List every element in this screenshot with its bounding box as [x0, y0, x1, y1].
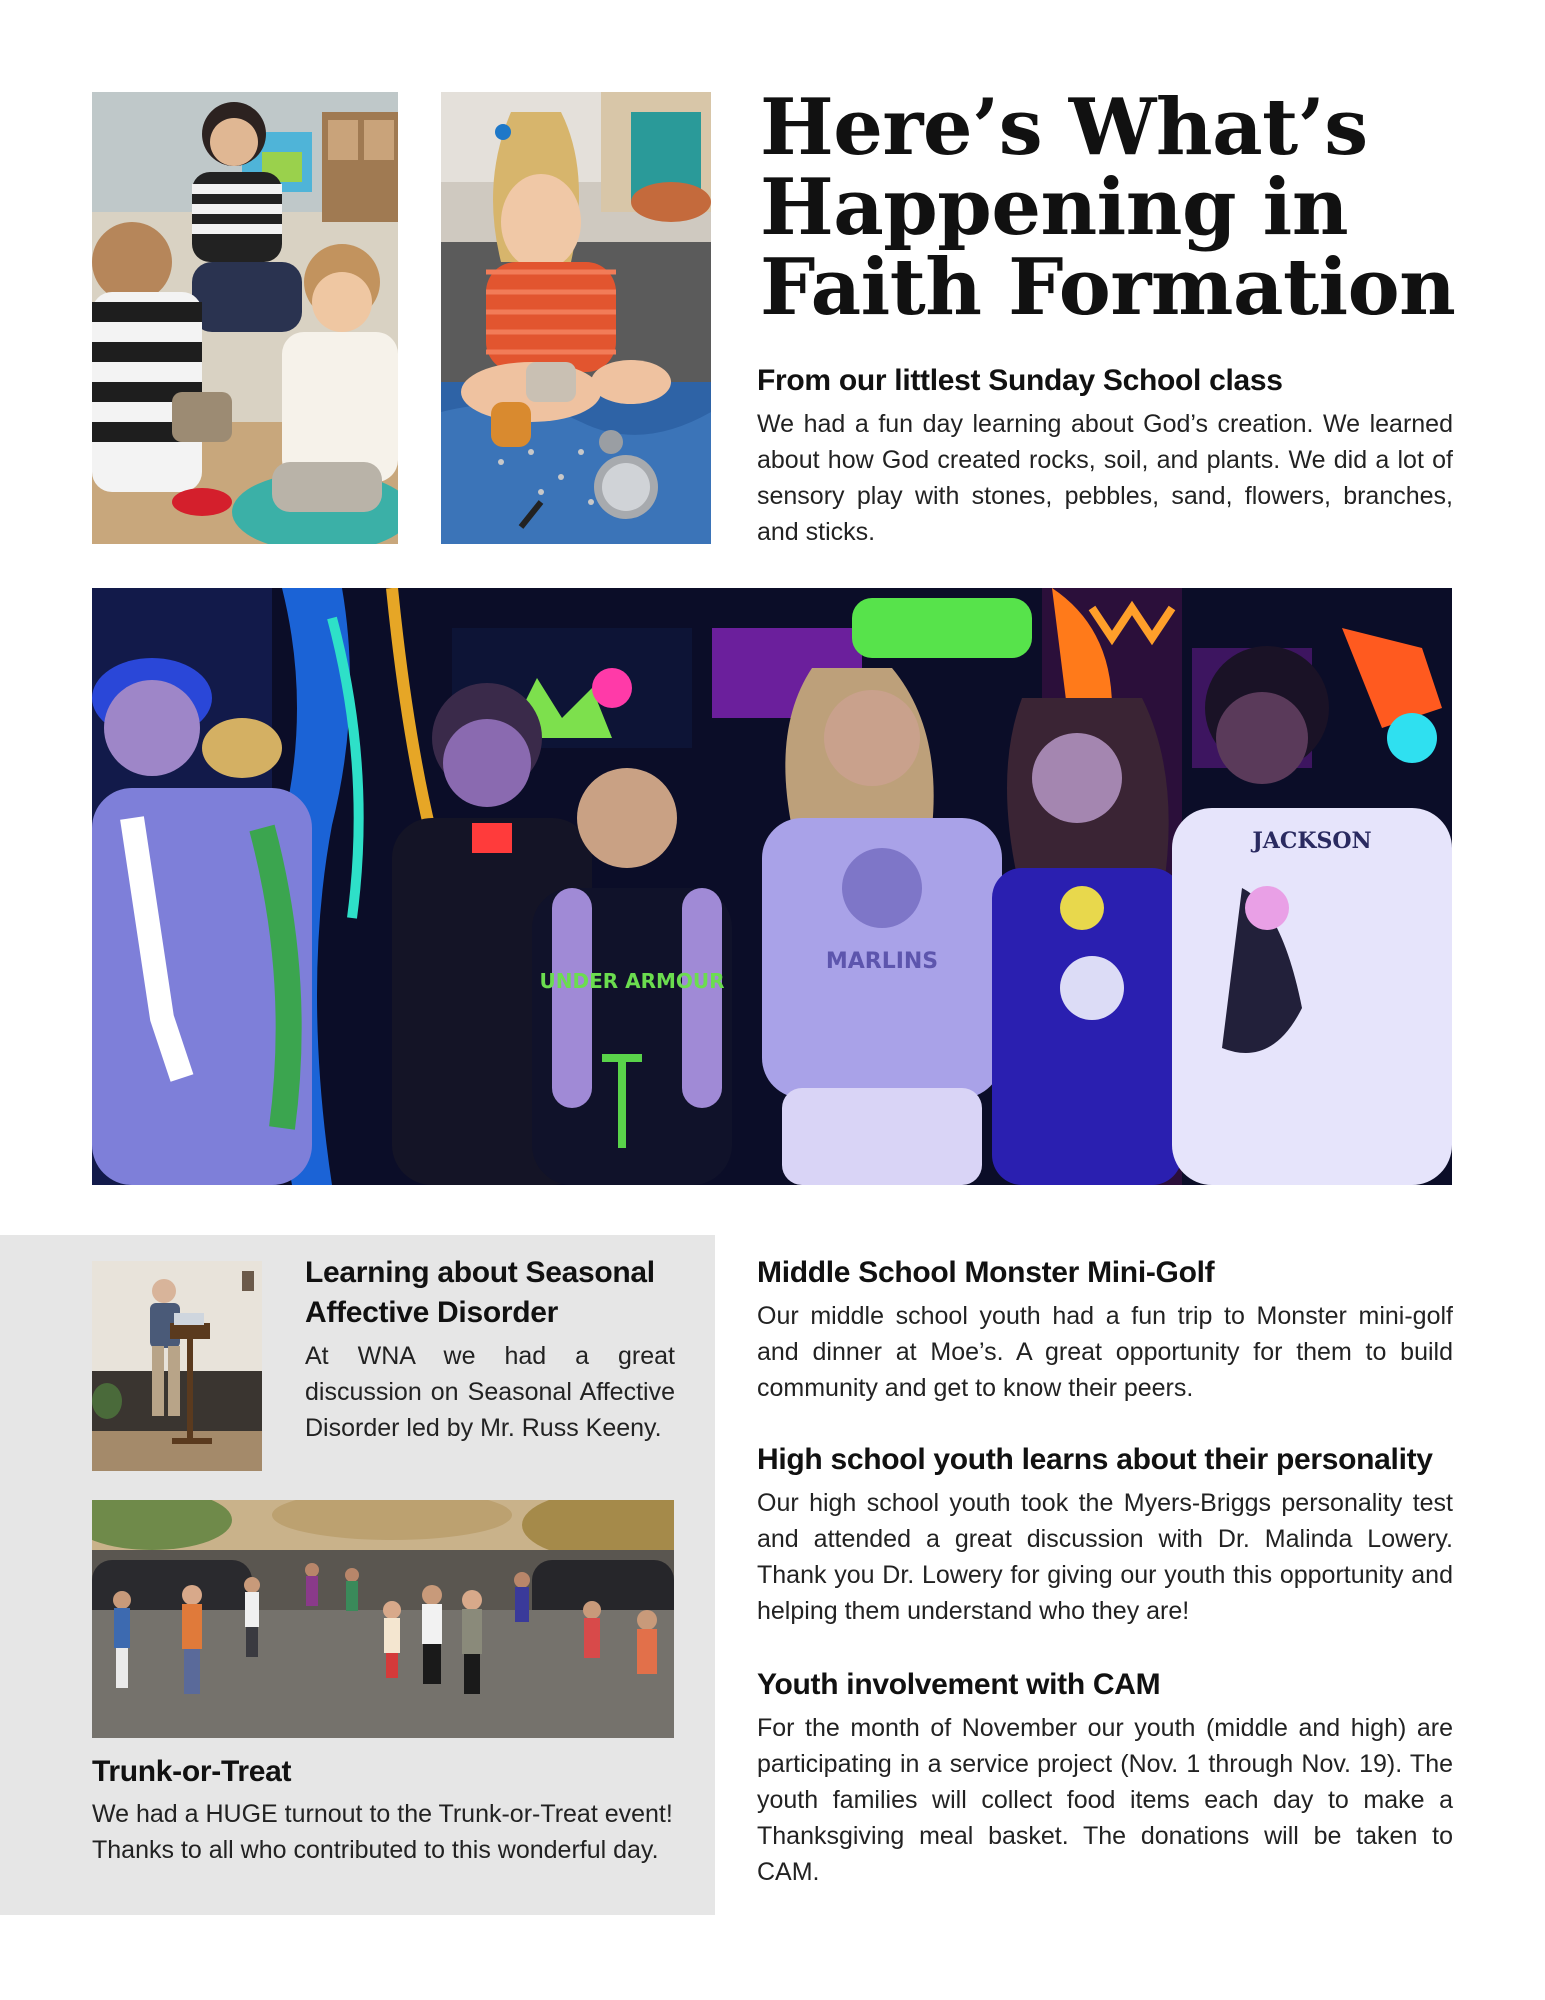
sad-body: At WNA we had a great discussion on Seasonal Affective Disorder led by Mr. Russ Keeny.: [305, 1342, 675, 1442]
photo-monster-mini-golf-youth: [92, 588, 1452, 1185]
under-armour-shirt-text: UNDER ARMOUR: [539, 969, 725, 993]
cam-heading: Youth involvement with CAM: [757, 1668, 1161, 1701]
trunk-or-treat-body: We had a HUGE turnout to the Trunk-or-Treat event! Thanks to all who contributed to this wonderful day.: [92, 1800, 673, 1864]
personality-heading: High school youth learns about their personality: [757, 1443, 1433, 1476]
marlins-shirt-text: MARLINS: [825, 949, 939, 974]
sad-heading: Learning about Seasonal Affective Disorder: [305, 1256, 655, 1329]
photo-sunday-school-group: [92, 92, 398, 544]
mini-golf-body: Our middle school youth had a fun trip to Monster mini-golf and dinner at Moe’s. A great opportunity for them to build community and get to know their peers.: [757, 1302, 1453, 1402]
sunday-school-body: We had a fun day learning about God’s creation. We learned about how God created rocks, soil, and plants. We did a lot of sensory play with stones, pebbles, sand, flowers, branches, and sticks.: [757, 410, 1453, 546]
photo-trunk-or-treat-crowd: [92, 1500, 674, 1738]
trunk-or-treat-heading: Trunk-or-Treat: [92, 1755, 292, 1788]
jackson-shirt-text: JACKSON: [1252, 828, 1372, 854]
sunday-school-heading: From our littlest Sunday School class: [757, 364, 1283, 397]
page-title: Here’s What’s Happening in Faith Formation: [760, 82, 1456, 333]
cam-body: For the month of November our youth (middle and high) are participating in a service project (Nov. 1 through Nov. 19). The youth families will collect food items each day to make a Thanksgiving meal basket. The donations will be taken to CAM.: [757, 1714, 1453, 1886]
photo-russ-keeny-speaker: [92, 1261, 262, 1471]
photo-girl-sensory-play: [441, 92, 711, 544]
mini-golf-heading: Middle School Monster Mini-Golf: [757, 1256, 1215, 1289]
personality-body: Our high school youth took the Myers-Briggs personality test and attended a great discussion with Dr. Malinda Lowery. Thank you Dr. Lowery for giving our youth this opportunity and helping them understand who they are!: [757, 1489, 1453, 1625]
